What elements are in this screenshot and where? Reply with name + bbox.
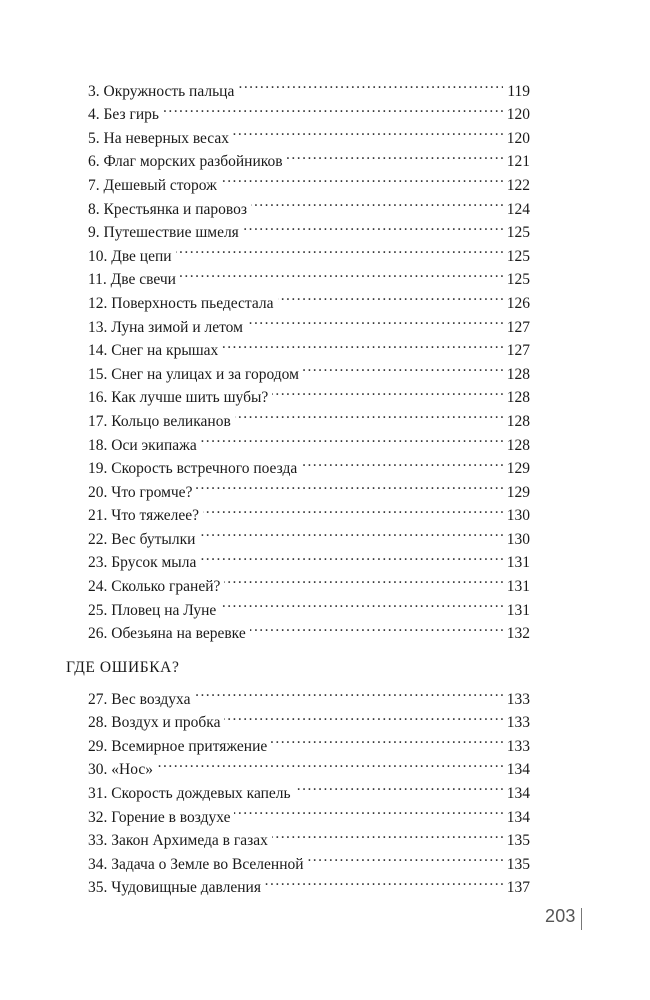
toc-entry-title: 24. Сколько граней? [88,578,221,596]
toc-dot-leader [220,591,502,615]
toc-entry-page: 131 [506,554,530,572]
toc-dot-leader [180,261,503,285]
toc-entry-page: 121 [506,153,530,171]
toc-entry-title: 21. Что тяжелее? [88,507,199,525]
toc-dot-leader [287,143,503,167]
toc-entry-page: 127 [506,342,530,360]
toc-entry-title: 33. Закон Архимеда в газах [88,832,268,850]
toc-entry-page: 130 [506,530,530,548]
toc-dot-leader [157,751,503,775]
toc-dot-leader [308,845,503,869]
toc-dot-leader [301,450,503,474]
section-heading: ГДЕ ОШИБКА? [66,659,180,676]
toc-entry [88,680,530,708]
toc-entry-title: 32. Горение в воздухе [88,808,231,826]
toc-entry-title: 23. Брусок мыла [88,554,197,572]
toc-entry-title: 13. Луна зимой и летом [88,318,243,336]
toc-list-part1 [88,72,530,643]
toc-dot-leader [201,426,503,450]
toc-entry-page: 137 [506,879,530,897]
page-number-rule [581,908,582,930]
page-number: 203 [545,906,576,926]
toc-dot-leader [224,704,502,728]
toc-dot-leader [272,379,503,403]
toc-entry-page: 125 [506,271,530,289]
toc-dot-leader [196,473,502,497]
toc-entry-title: 10. Две цепи [88,247,172,265]
toc-entry-title: 20. Что громче? [88,483,193,501]
toc-entry-page: 134 [506,784,530,802]
toc-dot-leader [272,822,503,846]
toc-entry-page: 130 [506,507,530,525]
toc-entry-title: 16. Как лучше шить шубы? [88,389,269,407]
toc-entry-page: 124 [506,200,530,218]
toc-entry-title: 22. Вес бутылки [88,530,196,548]
toc-entry-title: 17. Кольцо великанов [88,412,231,430]
toc-dot-leader [203,497,503,521]
toc-dot-leader [222,332,502,356]
toc-entry-title: 26. Обезьяна на веревке [88,625,246,643]
toc-entry-title: 19. Скорость встречного поезда [88,460,298,478]
toc-entry-page: 128 [506,412,530,430]
toc-dot-leader [250,615,503,639]
toc-dot-leader [233,119,503,143]
toc-entry-page: 135 [506,832,530,850]
toc-entry-page: 120 [506,129,530,147]
toc-dot-leader [163,96,503,120]
toc-dot-leader [303,355,503,379]
toc-dot-leader [243,214,503,238]
toc-entry-title: 30. «Нос» [88,761,153,779]
toc-dot-leader [235,402,503,426]
toc-entry-page: 132 [506,625,530,643]
toc-entry-title: 29. Всемирное притяжение [88,737,268,755]
toc-entry [88,72,530,100]
toc-entry-page: 134 [506,808,530,826]
toc-entry-title: 27. Вес воздуха [88,690,191,708]
toc-entry-page: 126 [506,294,530,312]
toc-entry-page: 125 [506,224,530,242]
toc-dot-leader [200,544,502,568]
toc-entry-title: 8. Крестьянка и паровоз [88,200,247,218]
toc-entry-page: 127 [506,318,530,336]
toc-entry-title: 18. Оси экипажа [88,436,197,454]
toc-entry-page: 119 [507,82,530,100]
toc-entry-title: 6. Флаг морских разбойников [88,153,283,171]
toc-dot-leader [194,680,502,704]
toc-entry-page: 122 [506,176,530,194]
toc-entry-page: 133 [506,737,530,755]
toc-entry-title: 15. Снег на улицах и за городом [88,365,299,383]
toc-dot-leader [251,190,503,214]
toc-dot-leader [221,166,503,190]
toc-entry-title: 28. Воздух и пробка [88,714,221,732]
toc-dot-leader [271,727,502,751]
toc-dot-leader [199,520,502,544]
toc-entry-page: 120 [506,106,530,124]
toc-entry-title: 5. На неверных весах [88,129,230,147]
toc-entry-title: 31. Скорость дождевых капель [88,784,291,802]
toc-entry-title: 3. Окружность пальца [88,82,235,100]
toc-entry-page: 131 [506,601,530,619]
toc-entry-page: 128 [506,436,530,454]
toc-entry-title: 34. Задача о Земле во Вселенной [88,855,304,873]
toc-entry-title: 25. Пловец на Луне [88,601,217,619]
toc-entry-page: 131 [506,578,530,596]
toc-entry-page: 129 [506,483,530,501]
toc-entry-title: 11. Две свечи [88,271,176,289]
toc-entry-page: 135 [506,855,530,873]
toc-entry-page: 133 [506,690,530,708]
toc-dot-leader [265,869,503,893]
toc-entry-title: 4. Без гирь [88,106,159,124]
toc-entry-title: 14. Снег на крышах [88,342,219,360]
toc-entry-title: 9. Путешествие шмеля [88,224,239,242]
toc-entry-title: 7. Дешевый сторож [88,176,217,194]
toc-dot-leader [278,284,503,308]
toc-entry-page: 125 [506,247,530,265]
toc-dot-leader [224,567,502,591]
toc-entry-title: 35. Чудовищные давления [88,879,261,897]
toc-list-part2 [88,680,530,897]
toc-dot-leader [234,798,502,822]
toc-dot-leader [176,237,503,261]
toc-dot-leader [238,72,503,96]
toc-entry-page: 128 [506,389,530,407]
toc-entry-title: 12. Поверхность пьедестала [88,294,274,312]
toc-entry-page: 129 [506,460,530,478]
toc-entry-page: 133 [506,714,530,732]
toc-dot-leader [247,308,503,332]
toc-entry-page: 134 [506,761,530,779]
toc-entry-page: 128 [506,365,530,383]
toc-dot-leader [295,774,503,798]
